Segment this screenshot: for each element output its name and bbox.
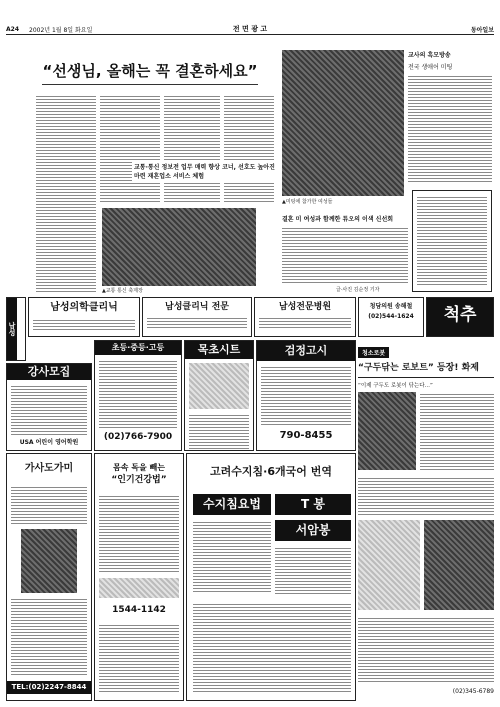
robot-headline: “구두닦는 로보트” 등장! 화제 (358, 359, 494, 378)
robot-body-1 (420, 392, 494, 470)
ad-cheongdam (358, 297, 424, 337)
ad-school-phone: (02)766-7900 (103, 432, 173, 443)
ad-housekeeping-phone: TEL:(02)2247-8844 (7, 681, 91, 694)
portrait-photo (282, 50, 404, 196)
ad-housekeeping-photo (21, 529, 77, 593)
robot-article (358, 340, 494, 701)
sub-article-body (282, 226, 408, 284)
ad-men-hospital-title: 남성전문병원 (278, 302, 332, 312)
ad-men-hospital (254, 297, 356, 337)
byline: 글·사진 김순정 기자 (336, 287, 380, 293)
feature-article (6, 38, 494, 293)
side-subtitle: 전국 생애어 미팅 (408, 64, 453, 71)
robot-person-photo (424, 520, 494, 610)
feature-photo (102, 208, 256, 286)
ad-recruit-footer: USA 어린이 영어학원 (19, 438, 79, 446)
body-column-3 (164, 94, 220, 204)
side-title: 교사의 흑모방송 (408, 52, 451, 59)
ad-housekeeping-title: 가사도가미 (24, 463, 74, 474)
feature-subhead: 교통·통신 정보전 업무 매력 향상 코너, 선호도 높아진 마련 재혼업소 서비스 체험 (132, 162, 282, 183)
robot-body-2 (358, 476, 494, 516)
ad-school-title: 초등·중등·고등 (95, 341, 181, 355)
section-title: 전 면 광 고 (232, 25, 268, 33)
issue-date: 2002년 1월 8일 화요일 (29, 26, 93, 34)
ad-school (94, 340, 182, 451)
ad-exam (256, 340, 356, 451)
ad-cheongdam-phone: (02)544-1624 (368, 313, 414, 321)
robot-machine-photo (358, 520, 420, 610)
ad-recruit-title: 강사모집 (7, 364, 91, 380)
body-column-4 (224, 94, 274, 204)
robot-footer-phone: (02)345-6789 (452, 688, 494, 695)
page-header (6, 24, 494, 35)
ad-sujichim (186, 453, 356, 701)
ad-spine-title: 척추 (443, 305, 477, 325)
ad-spine (426, 297, 494, 337)
ad-recruit (6, 363, 92, 451)
body-column-2 (100, 94, 160, 204)
feature-headline: “선생님, 올해는 꼭 결혼하세요” (42, 62, 258, 80)
ad-t-title: T 봉 (275, 494, 351, 515)
ad-men-clinic-1 (28, 297, 140, 337)
ad-housekeeping (6, 453, 92, 701)
robot-kicker: 청소로봇 (358, 347, 389, 358)
page-number: A24 (6, 25, 19, 33)
ad-health-title: 몸속 독을 빼는 (113, 463, 165, 472)
ad-sheet-title: 목초시트 (185, 341, 253, 359)
side-body (408, 74, 492, 184)
ad-health-subtitle: “인기건강법” (111, 475, 167, 486)
portrait-photo-caption: ▲미팅에 참가한 여성들 (282, 199, 333, 205)
ad-men-clinic-2-title: 남성클리닉 전문 (165, 302, 229, 312)
body-column-1 (36, 94, 96, 292)
robot-photo (358, 392, 416, 470)
ad-sujichim-title: 수지침요법 (193, 494, 271, 515)
ad-exam-phone: 790-8455 (279, 429, 333, 441)
paper-name: 동아일보 (470, 26, 494, 34)
feature-photo-caption: ▲교통 통신 축제장 (102, 288, 143, 294)
robot-body-3 (358, 616, 494, 682)
headline-rule (42, 84, 258, 85)
ad-clinic-side: 남성 (6, 297, 26, 361)
ad-men-clinic-2 (142, 297, 252, 337)
ad-cheongdam-title: 청담의원 송해철 (369, 303, 413, 310)
schedule-box (412, 190, 492, 292)
ad-translation-title: 고려수지침·6개국어 번역 (210, 465, 332, 478)
sub-article-title: 결혼 미 여성과 함께한 튜오의 이색 신선회 (282, 216, 394, 223)
ad-sheet (184, 340, 254, 451)
robot-subhead: “이제 구두도 로봇이 닦는다…” (358, 383, 433, 390)
ad-health (94, 453, 184, 701)
ad-health-phone: 1544-1142 (112, 604, 166, 615)
ad-seoam-title: 서암봉 (275, 520, 351, 541)
ad-men-clinic-1-title: 남성의학클리닉 (50, 302, 118, 313)
ad-exam-title: 검정고시 (257, 341, 355, 361)
